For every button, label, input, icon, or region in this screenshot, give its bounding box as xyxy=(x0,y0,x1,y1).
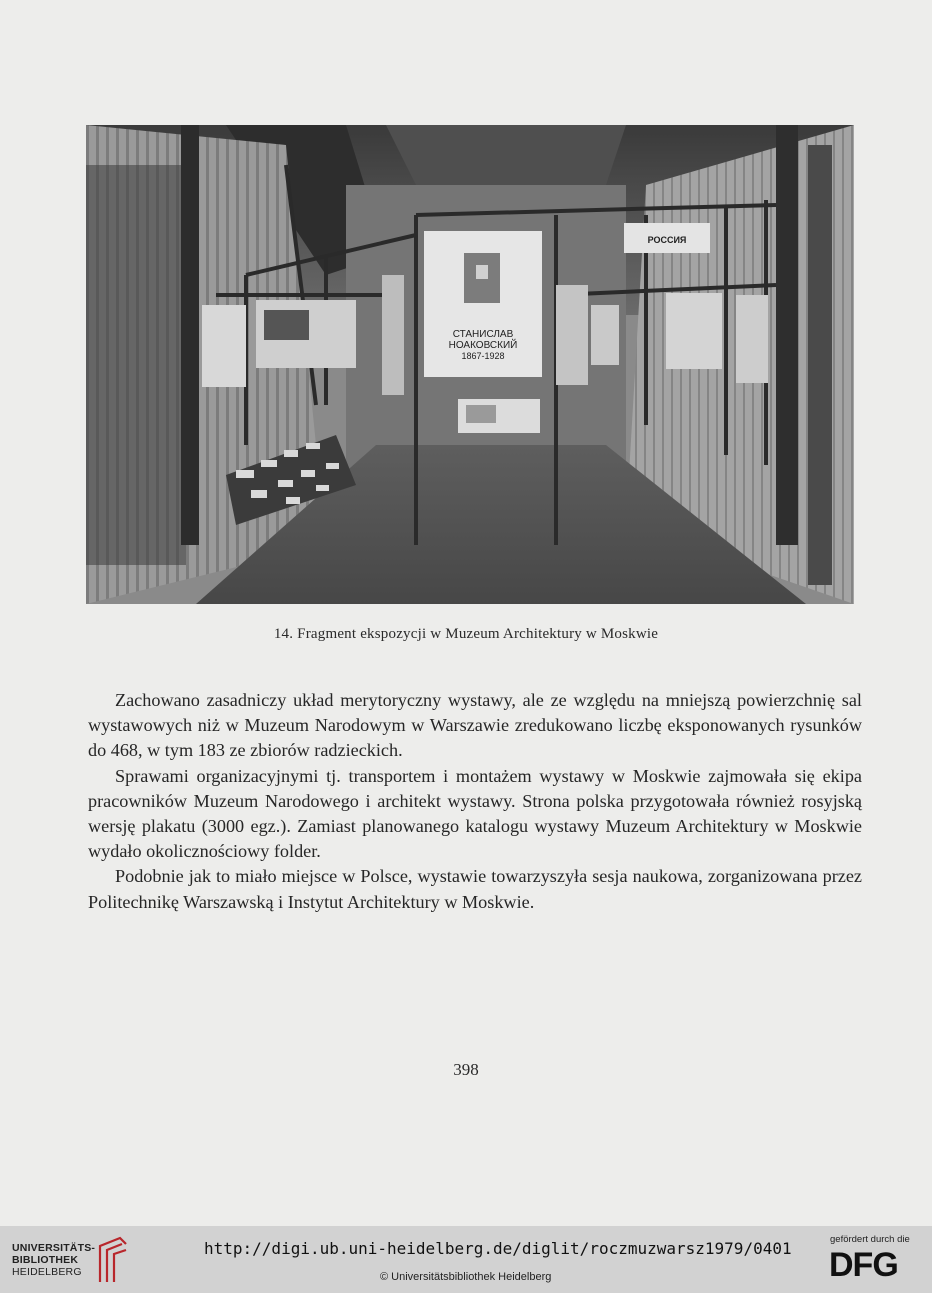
permalink-url[interactable]: http://digi.ub.uni-heidelberg.de/diglit/roczmuzwarsz1979/0401 xyxy=(204,1239,792,1258)
poster-name-line1: СТАНИСЛАВ xyxy=(452,329,514,340)
exhibition-photo-drawing xyxy=(86,125,854,604)
library-name-line2: BIBLIOTHEK xyxy=(12,1254,79,1266)
body-text xyxy=(88,688,862,915)
paragraph-1: Zachowano zasadniczy układ merytoryczny wystawy, ale ze względu na mniejszą powierzchnię sal wystawowych niż w Muzeum Narodowym w Warszawie zredukowano liczbę eksponowanych rysunków do 468, w tym 183 ze zbiorów radzieckich. xyxy=(88,690,862,761)
library-name-line1: UNIVERSITÄTS- xyxy=(12,1242,96,1254)
copyright-notice: © Universitätsbibliothek Heidelberg xyxy=(380,1271,552,1283)
library-name-line3: HEIDELBERG xyxy=(12,1266,82,1278)
figure-caption: 14. Fragment ekspozycji w Muzeum Architektury w Moskwie xyxy=(273,626,659,642)
paragraph-3: Podobnie jak to miało miejsce w Polsce, wystawie towarzyszyła sesja naukowa, zorganizowana przez Politechnikę Warszawską i Instytut Architektury w Moskwie. xyxy=(88,866,862,912)
library-mark-icon xyxy=(96,1236,130,1284)
funding-label: gefördert durch die xyxy=(830,1234,910,1245)
russia-sign-text: РОССИЯ xyxy=(647,235,687,245)
funder-logo[interactable]: DFG xyxy=(829,1246,898,1284)
library-logo[interactable] xyxy=(12,1236,142,1284)
poster-dates: 1867-1928 xyxy=(461,351,505,361)
paragraph-2: Sprawami organizacyjnymi tj. transportem i montażem wystawy w Moskwie zajmowała się ekipa pracowników Muzeum Narodowego i architekt wystawy. Strona polska przygotowała również rosyjską wersję plakatu (3000 egz.). Zamiast planowanego katalogu wystawy Muzeum Architektury w Moskwie wydało okolicznościowy folder. xyxy=(88,765,862,862)
library-name xyxy=(12,1242,95,1278)
viewer-footer xyxy=(0,1226,932,1293)
poster-name-line2: НОАКОВСКИЙ xyxy=(448,340,518,351)
exhibition-photo xyxy=(86,125,854,604)
page-number: 398 xyxy=(453,1060,479,1079)
